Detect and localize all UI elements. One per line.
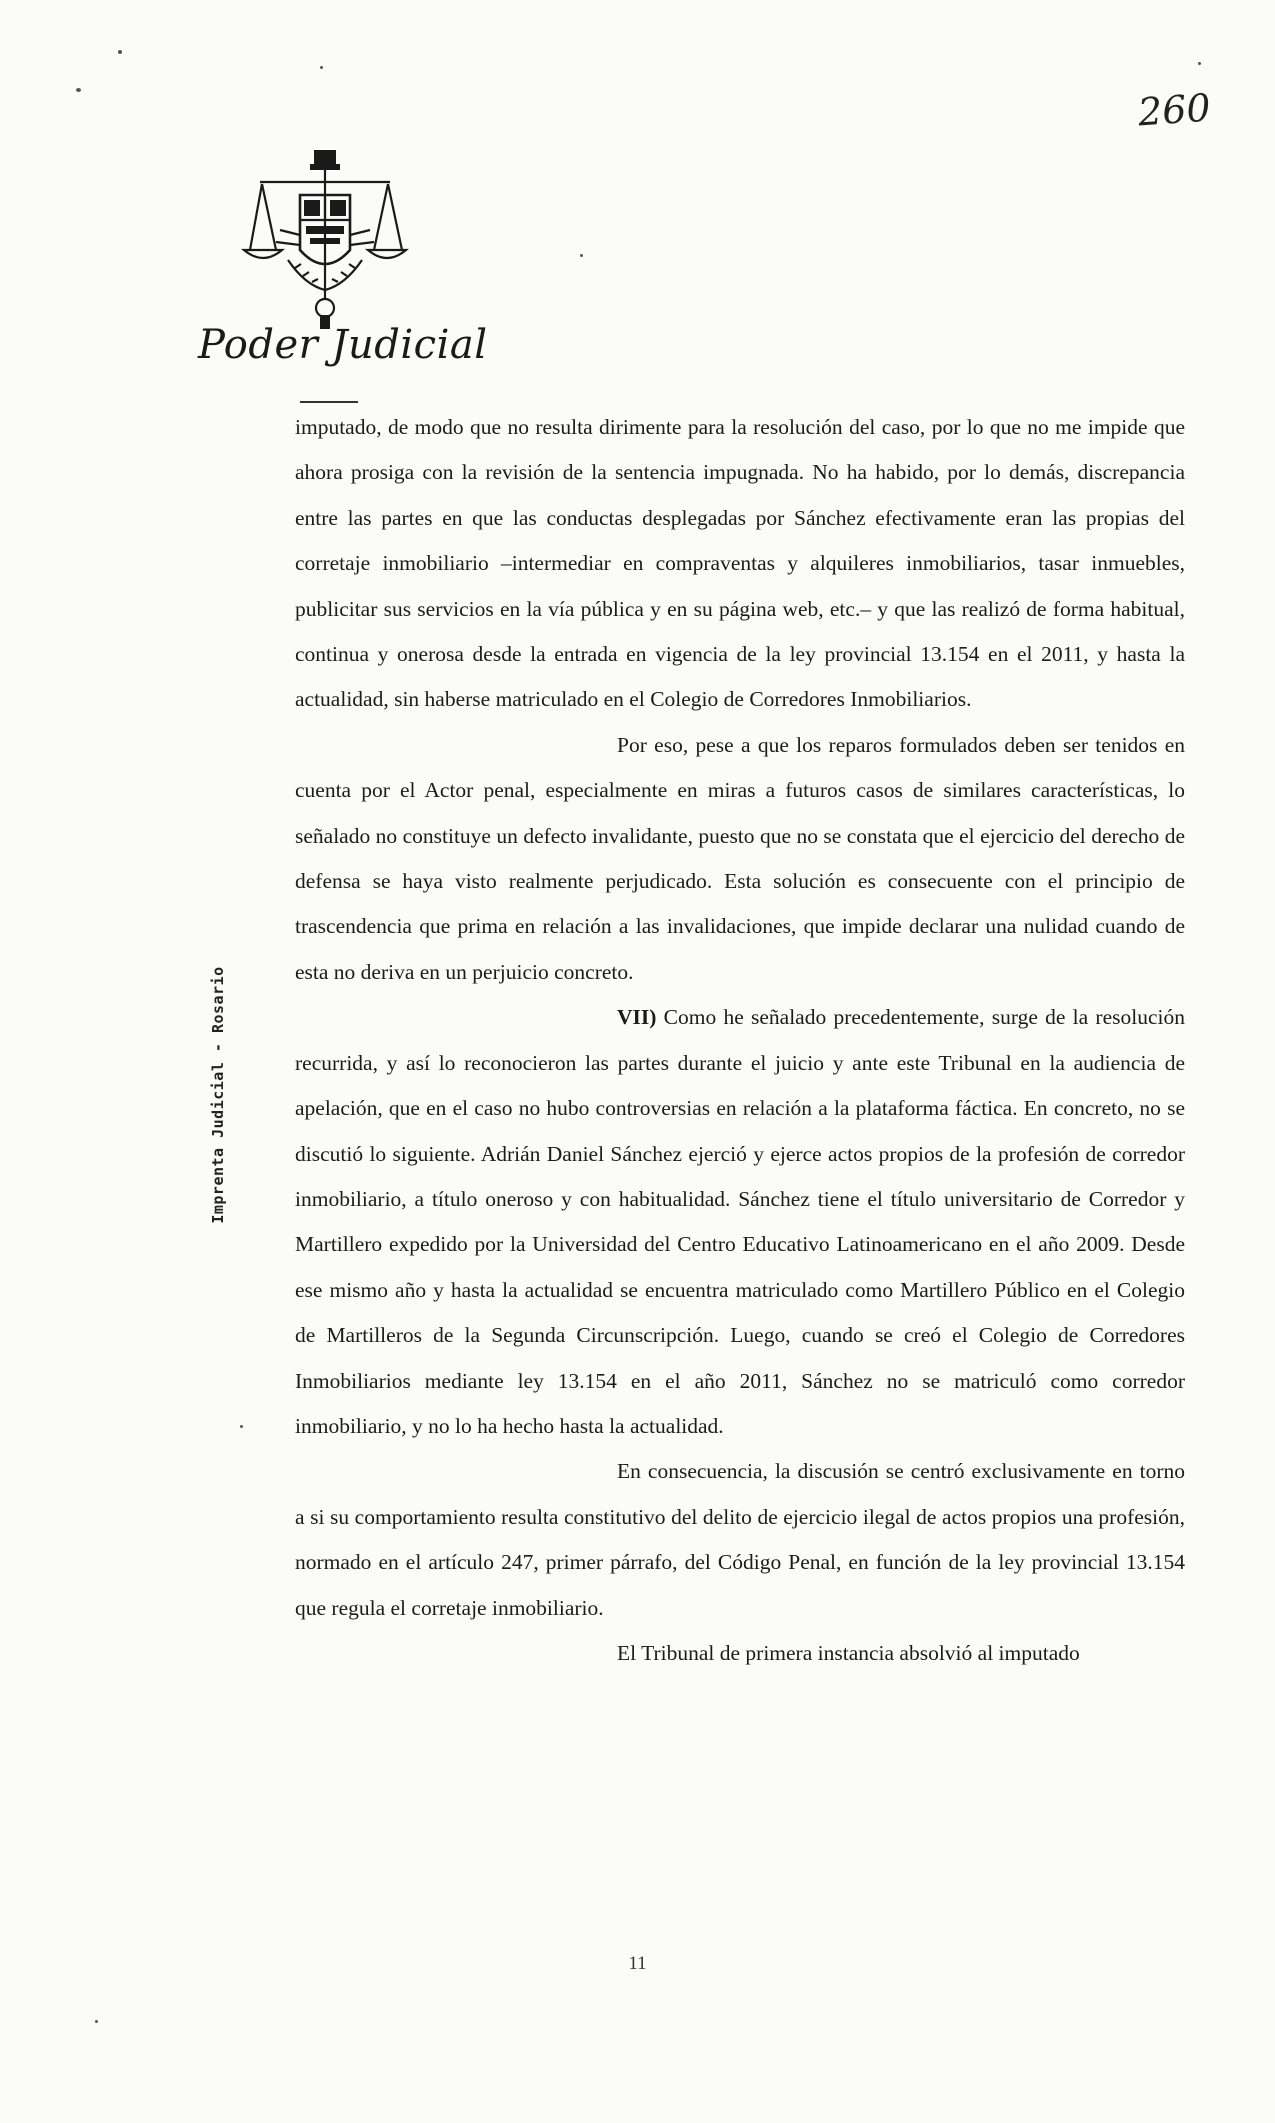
section-heading: VII)	[617, 1005, 657, 1030]
scan-speck	[95, 2020, 98, 2023]
scan-speck	[1198, 62, 1201, 65]
margin-imprint: Imprenta Judicial - Rosario	[209, 966, 227, 1224]
letterhead-rule	[300, 401, 358, 403]
scan-speck	[76, 88, 81, 92]
scan-speck	[240, 1425, 243, 1428]
body-paragraph: En consecuencia, la discusión se centró exclusivamente en torno a si su comportamiento resulta constitutivo del delito de ejercicio ilegal de actos propios una profesión, normado en el artículo 247, primer párrafo, del Código Penal, en función de la ley provincial 13.154 que regula el corretaje inmobiliario.	[295, 1459, 1185, 1620]
document-body	[295, 405, 1185, 1676]
page-number: 11	[628, 1953, 647, 1974]
body-paragraph	[295, 995, 1185, 1449]
scan-speck	[580, 254, 583, 257]
scan-speck	[320, 66, 323, 69]
body-paragraph-text: Como he señalado precedentemente, surge de la resolución recurrida, y así lo reconocieron las partes durante el juicio y ante este Tribunal en la audiencia de apelación, que en el caso no hubo controversias en relación a la plataforma fáctica. En concreto, no se discutió lo siguiente. Adrián Daniel Sánchez ejerció y ejerce actos propios de la profesión de corredor inmobiliario, a título oneroso y con habitualidad. Sánchez tiene el título universitario de Corredor y Martillero expedido por la Universidad del Centro Educativo Latinoamericano en el año 2009. Desde ese mismo año y hasta la actualidad se encuentra matriculado como Martillero Público en el Colegio de Martilleros de la Segunda Circunscripción. Luego, cuando se creó el Colegio de Corredores Inmobiliarios mediante ley 13.154 en el año 2011, Sánchez no se matriculó como corredor inmobiliario, y no lo ha hecho hasta la actualidad.	[295, 1005, 1185, 1438]
folio-number: 260	[1136, 85, 1212, 135]
body-paragraph: imputado, de modo que no resulta dirimente para la resolución del caso, por lo que no me impide que ahora prosiga con la revisión de la sentencia impugnada. No ha habido, por lo demás, discrepancia entre las partes en que las conductas desplegadas por Sánchez efectivamente eran las propias del corretaje inmobiliario –intermediar en compraventas y alquileres inmobiliarios, tasar inmuebles, publicitar sus servicios en la vía pública y en su página web, etc.– y que las realizó de forma habitual, continua y onerosa desde la entrada en vigencia de la ley provincial 13.154 en el 2011, y hasta la actualidad, sin haberse matriculado en el Colegio de Corredores Inmobiliarios.	[295, 415, 1185, 712]
body-paragraph: El Tribunal de primera instancia absolvió al imputado	[617, 1640, 1080, 1665]
body-paragraph: Por eso, pese a que los reparos formulados deben ser tenidos en cuenta por el Actor penal, especialmente en miras a futuros casos de similares características, lo señalado no constituye un defecto invalidante, puesto que no se constata que el ejercicio del derecho de defensa se haya visto realmente perjudicado. Esta solución es consecuente con el principio de trascendencia que prima en relación a las invalidaciones, que impide declarar una nulidad cuando de esta no deriva en un perjuicio concreto.	[295, 732, 1185, 984]
coat-of-arms-icon	[240, 150, 410, 330]
letterhead-title: Poder Judicial	[198, 322, 488, 368]
scan-speck	[118, 50, 122, 54]
